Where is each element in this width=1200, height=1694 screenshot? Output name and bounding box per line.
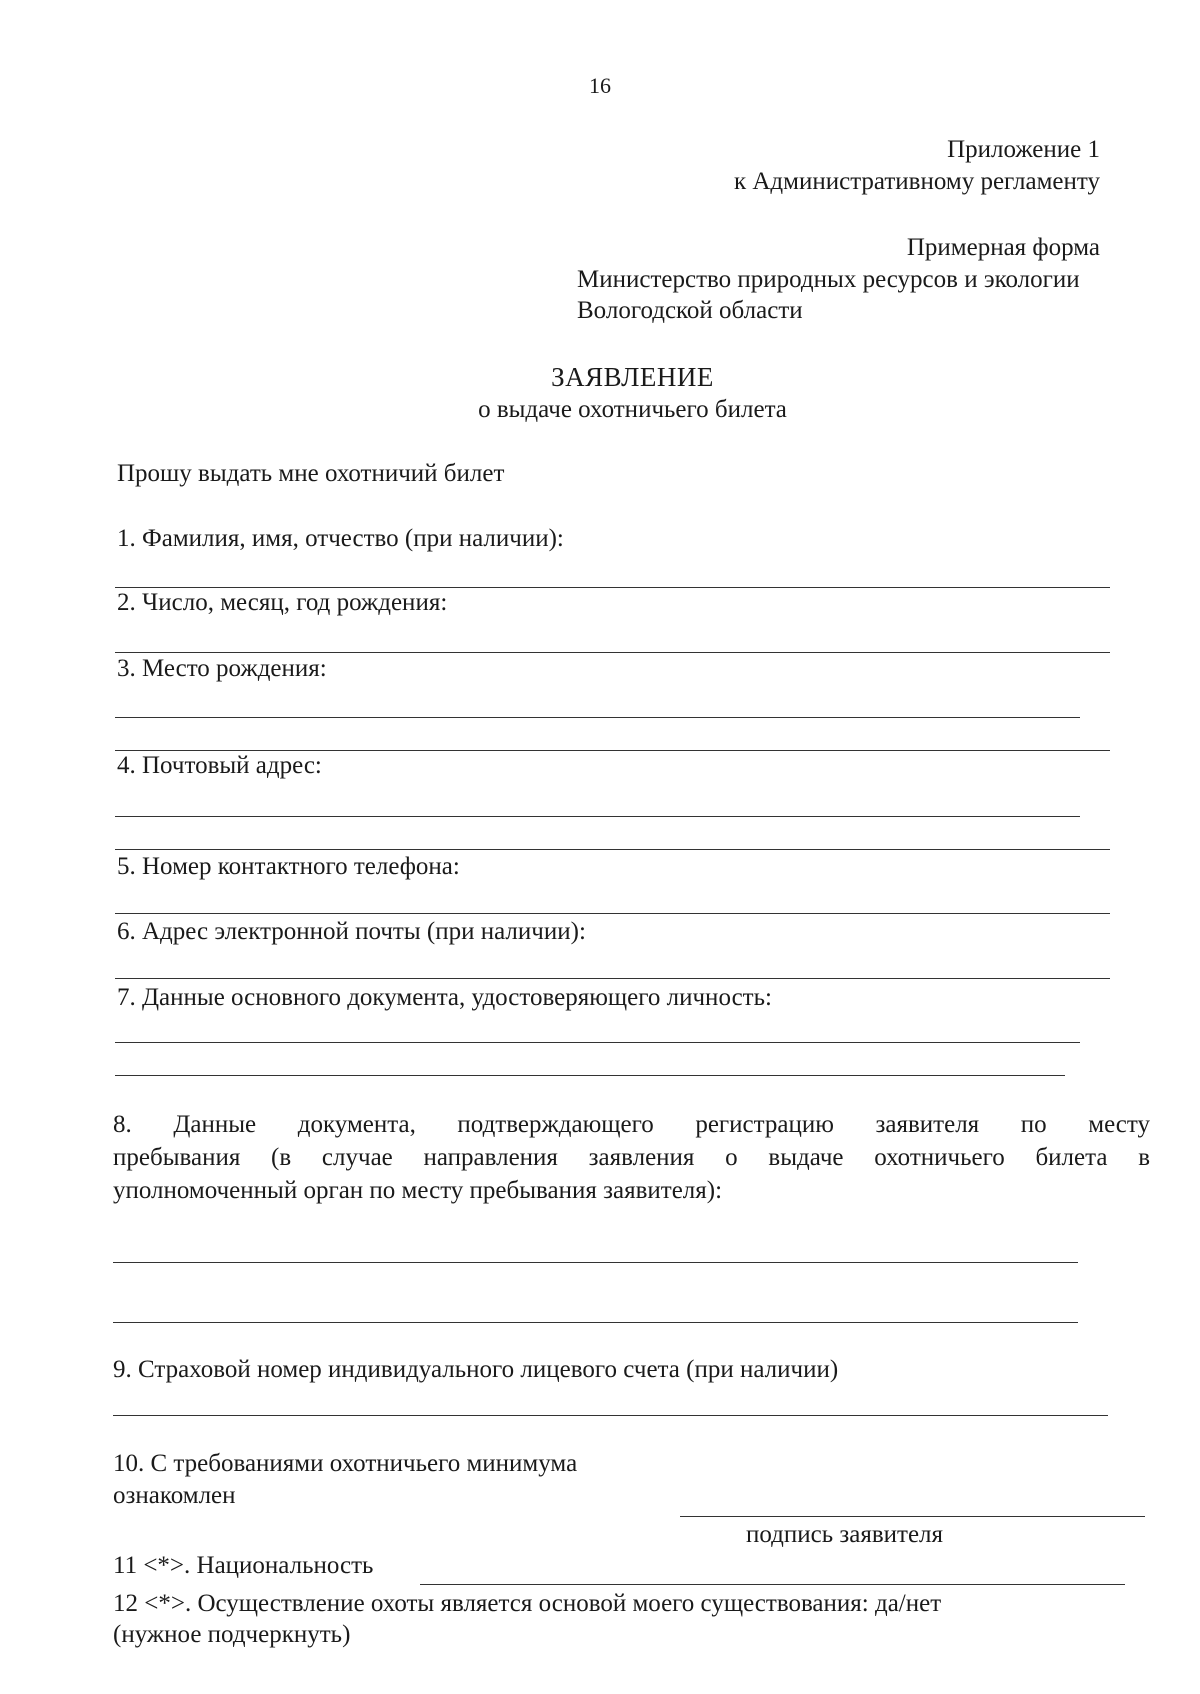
field-10-label-line-2: ознакомлен bbox=[113, 1482, 236, 1509]
recipient-line-2: Вологодской области bbox=[577, 297, 803, 324]
document-title: ЗАЯВЛЕНИЕ bbox=[551, 362, 714, 392]
field-8-label bbox=[113, 1108, 1150, 1207]
field-9-input-line[interactable] bbox=[113, 1415, 1108, 1416]
field-12-label-line-1: 12 <*>. Осуществление охоты является основой моего существования: да/нет bbox=[113, 1590, 942, 1617]
form-type-label: Примерная форма bbox=[906, 234, 1100, 261]
appendix-label: Приложение 1 bbox=[947, 136, 1100, 163]
field-3-label: 3. Место рождения: bbox=[117, 655, 327, 682]
field-7-input-line-2[interactable] bbox=[115, 1075, 1065, 1076]
field-4-label: 4. Почтовый адрес: bbox=[117, 752, 322, 779]
field-1-input-line[interactable] bbox=[115, 587, 1110, 588]
field-2-label: 2. Число, месяц, год рождения: bbox=[117, 589, 448, 616]
field-4-input-line-1[interactable] bbox=[115, 816, 1080, 817]
field-5-input-line[interactable] bbox=[115, 913, 1110, 914]
field-10-label-line-1: 10. С требованиями охотничьего минимума bbox=[113, 1450, 578, 1477]
field-7-input-line-1[interactable] bbox=[115, 1042, 1080, 1043]
field-11-label: 11 <*>. Национальность bbox=[113, 1552, 374, 1579]
field-6-label: 6. Адрес электронной почты (при наличии): bbox=[117, 918, 586, 945]
field-11-input-line[interactable] bbox=[420, 1584, 1125, 1585]
appendix-reference: к Административному регламенту bbox=[733, 168, 1100, 195]
field-6-input-line[interactable] bbox=[115, 978, 1110, 979]
page-number: 16 bbox=[589, 73, 611, 98]
field-12-label-line-2: (нужное подчеркнуть) bbox=[113, 1621, 351, 1648]
field-8-input-line-2[interactable] bbox=[113, 1322, 1078, 1323]
field-2-input-line[interactable] bbox=[115, 652, 1110, 653]
field-9-label: 9. Страховой номер индивидуального лицевого счета (при наличии) bbox=[113, 1356, 839, 1383]
field-1-label: 1. Фамилия, имя, отчество (при наличии): bbox=[117, 525, 564, 552]
recipient-line-1: Министерство природных ресурсов и экологии bbox=[577, 266, 1080, 293]
field-8-label-line-1: 8. Данные документа, подтверждающего регистрацию заявителя по месту bbox=[113, 1111, 1150, 1138]
signature-input-line[interactable] bbox=[680, 1516, 1145, 1517]
field-8-label-line-2: пребывания (в случае направления заявления о выдаче охотничьего билета в bbox=[113, 1144, 1150, 1171]
document-subtitle: о выдаче охотничьего билета bbox=[478, 396, 787, 423]
intro-text: Прошу выдать мне охотничий билет bbox=[117, 460, 505, 487]
field-8-label-line-3: уполномоченный орган по месту пребывания заявителя): bbox=[113, 1177, 723, 1204]
field-4-input-line-2[interactable] bbox=[115, 849, 1110, 850]
field-5-label: 5. Номер контактного телефона: bbox=[117, 853, 460, 880]
signature-caption: подпись заявителя bbox=[746, 1521, 944, 1548]
field-3-input-line-2[interactable] bbox=[115, 750, 1110, 751]
field-7-label: 7. Данные основного документа, удостоверяющего личность: bbox=[117, 984, 772, 1011]
field-8-input-line-1[interactable] bbox=[113, 1262, 1078, 1263]
field-3-input-line-1[interactable] bbox=[115, 717, 1080, 718]
